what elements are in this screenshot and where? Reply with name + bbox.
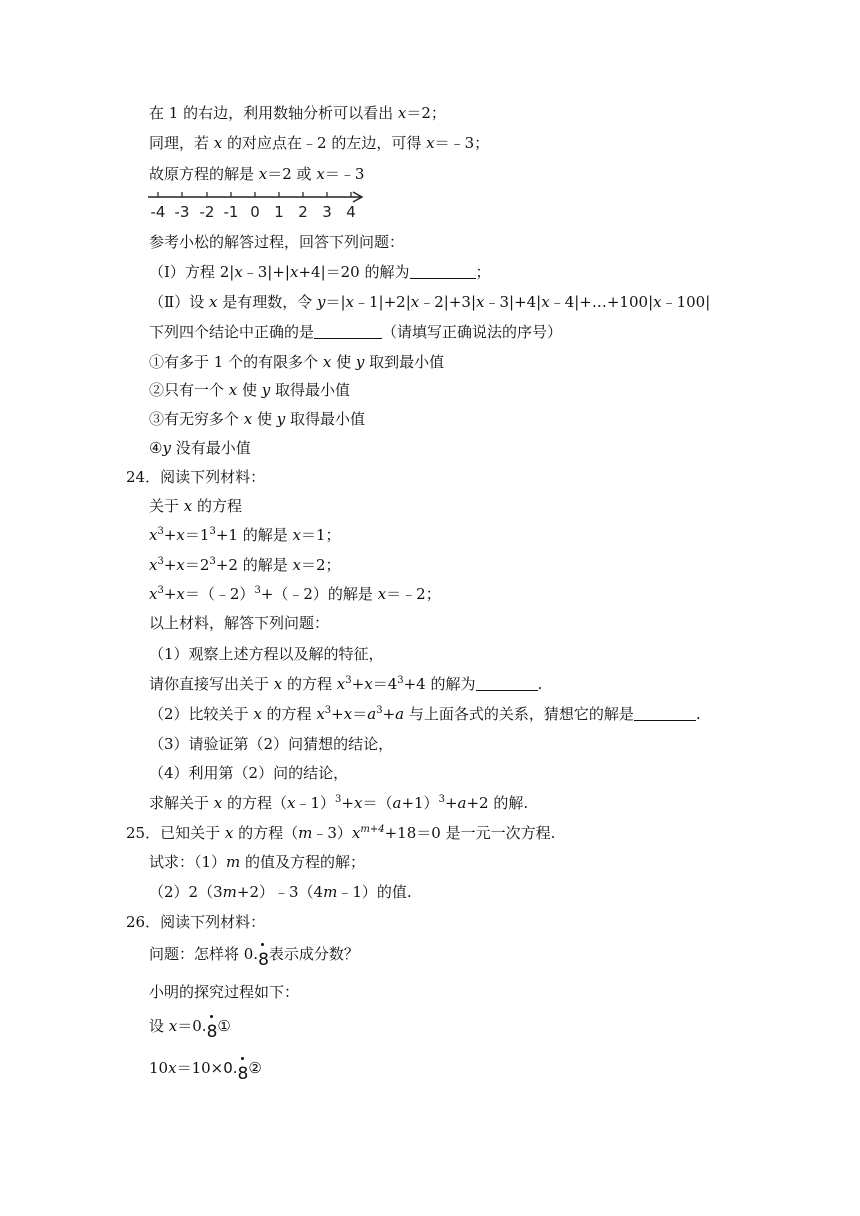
axis-tick-label: 4 [346, 203, 356, 221]
repeating-digit: 8 [237, 1064, 249, 1084]
text-line: 以上材料，解答下列问题： [149, 614, 330, 632]
text-line: 问题：怎样将 0.8表示成分数？ [149, 945, 359, 970]
text-line: （1）观察上述方程以及解的特征， [149, 645, 384, 663]
axis-tick-label: -4 [150, 203, 166, 221]
number-line-figure [146, 191, 368, 223]
question-26: 26．阅读下列材料： [126, 913, 266, 931]
text-line: 小明的探究过程如下： [149, 983, 300, 1001]
axis-tick-label: -1 [223, 203, 239, 221]
option-3: ③有无穷多个 x 使 y 取得最小值 [149, 410, 366, 428]
repeating-digit: 8 [258, 950, 269, 970]
text-line: 在 1 的右边，利用数轴分析可以看出 x＝2； [149, 104, 446, 122]
text-line: 同理，若 x 的对应点在﹣2 的左边，可得 x＝﹣3； [149, 134, 490, 152]
axis-tick-label: 3 [322, 203, 332, 221]
option-1: ①有多于 1 个的有限多个 x 使 y 取到最小值 [149, 353, 445, 371]
option-2: ②只有一个 x 使 y 取得最小值 [149, 381, 351, 399]
axis-tick-label: -3 [174, 203, 190, 221]
text-line: 请你直接写出关于 x 的方程 $x^3+x=4^3+4$ 的解为 . [149, 675, 543, 693]
text-line: 故原方程的解是 x＝2 或 x＝﹣3 [149, 165, 365, 183]
text-line: （4）利用第（2）问的结论， [149, 764, 349, 782]
equation-line: $x^3+x=(﹣2)^3+(﹣2)$的解是 x＝﹣2； [149, 585, 441, 603]
text-line: 求解关于 x 的方程$(x﹣1)^3+x=(a+1)^3+a+2$ 的解. [149, 794, 529, 812]
answer-blank[interactable] [476, 676, 538, 691]
text-line: （Ⅱ）设 x 是有理数，令 y＝|x﹣1|+2|x﹣2|+3|x﹣3|+4|x﹣4|+…+100|x﹣100| [149, 293, 711, 311]
text-line: （3）请验证第（2）问猜想的结论， [149, 735, 394, 753]
text-line: 试求：（1）m 的值及方程的解； [149, 853, 366, 871]
text-line: 参考小松的解答过程，回答下列问题： [149, 233, 405, 251]
text-line: （2）2（3m+2）﹣3（4m﹣1）的值. [149, 883, 412, 901]
equation-line: $x^3+x=2^3+2$ 的解是 x＝2； [149, 556, 341, 574]
option-4: ④y 没有最小值 [149, 439, 251, 457]
answer-blank[interactable] [410, 264, 476, 279]
equation-line: 10x＝10×0.8② [149, 1059, 262, 1084]
answer-blank[interactable] [314, 324, 382, 339]
axis-tick-label: 2 [298, 203, 308, 221]
text-line: （2）比较关于 x 的方程 $x^3+x=a^3+a$ 与上面各式的关系，猜想它的解是 . [149, 705, 701, 723]
axis-tick-label: -2 [199, 203, 215, 221]
equation-line: $x^3+x=1^3+1$ 的解是 x＝1； [149, 526, 341, 544]
repeating-digit: 8 [206, 1022, 218, 1042]
text-line: 关于 x 的方程 [149, 497, 243, 515]
text-line: 下列四个结论中正确的是 （请填写正确说法的序号） [149, 323, 563, 341]
axis-tick-label: 0 [250, 203, 260, 221]
text-line: （Ⅰ）方程 2|x﹣3|+|x+4|＝20 的解为 ； [149, 263, 491, 281]
answer-blank[interactable] [634, 706, 696, 721]
question-24: 24．阅读下列材料： [126, 468, 266, 486]
question-25: 25．已知关于 x 的方程$(m﹣3)x^{m+4}+18=0$ 是一元一次方程. [126, 824, 556, 842]
axis-tick-label: 1 [274, 203, 284, 221]
equation-line: 设 x＝0.8① [149, 1017, 231, 1042]
